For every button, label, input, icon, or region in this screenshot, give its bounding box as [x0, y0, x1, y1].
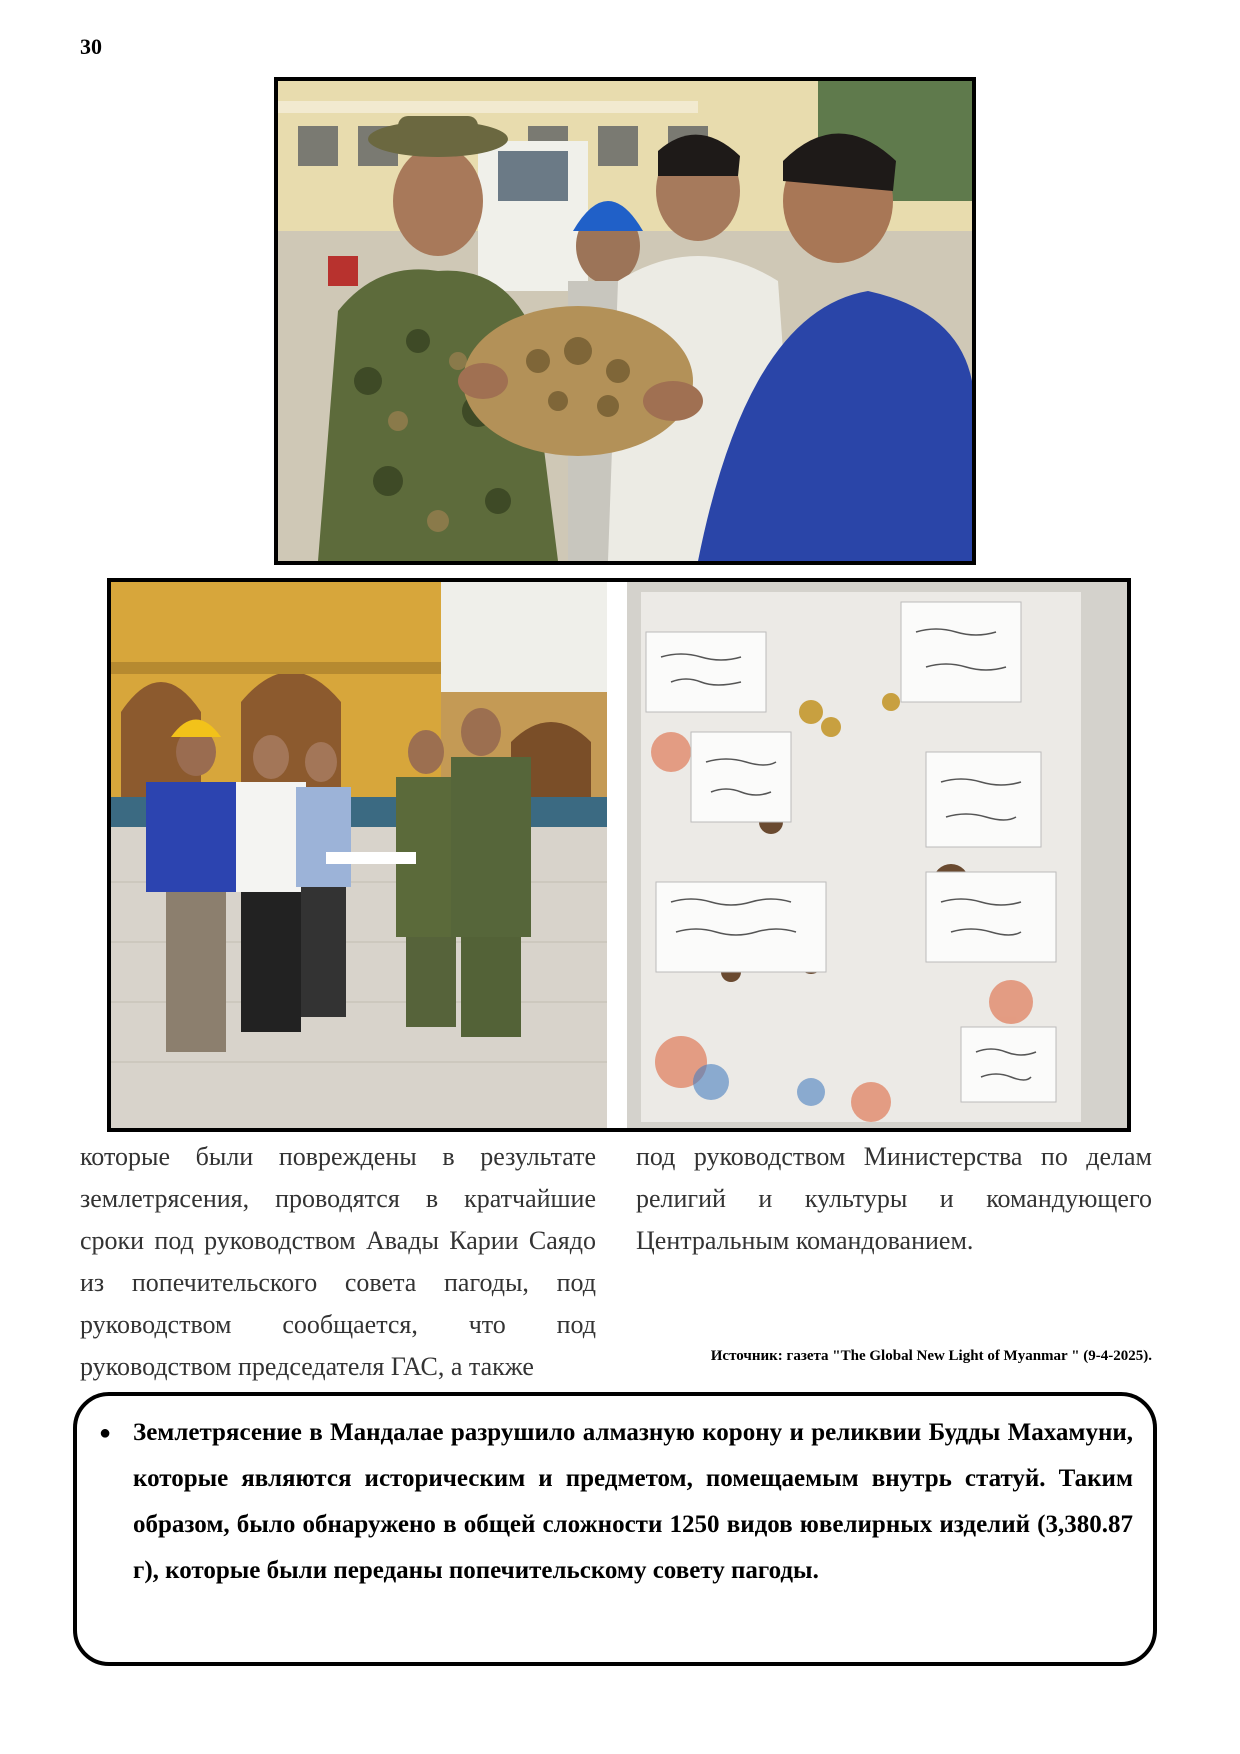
photo-document-handover: [111, 582, 607, 1128]
summary-box: [73, 1392, 1157, 1666]
page-number: 30: [80, 34, 102, 59]
source-citation: Источник: газета "The Global New Light of Myanmar " (9-4-2025).: [710, 1348, 1152, 1364]
article-left-text: которые были повреждены в результате землетрясения, проводятся в кратчайшие сроки под руководством Авады Карии Саядо из попечительского совета пагоды, под руководством сообщается, что под руководством председателя ГАС, а также: [80, 1142, 596, 1381]
photo-crown-handover: [274, 77, 976, 565]
article-left-column: [80, 1136, 596, 1388]
photo-jewellery-bags: [627, 582, 1127, 1128]
summary-text: Землетрясение в Мандалае разрушило алмазную корону и реликвии Будды Махамуни, которые являются историческим и предметом, помещаемым внутрь статуй. Таким образом, было обнаружено в общей сложности 1250 видов ювелирных изделий (3,380.87 г), которые были переданы попечительскому совету пагоды.: [133, 1419, 1133, 1584]
article-right-column: [636, 1136, 1152, 1262]
article-right-text: под руководством Министерства по делам религий и культуры и командующего Центральным командованием.: [636, 1142, 1152, 1255]
photo-collage: [107, 578, 1131, 1132]
bullet-icon: ●: [99, 1422, 112, 1444]
